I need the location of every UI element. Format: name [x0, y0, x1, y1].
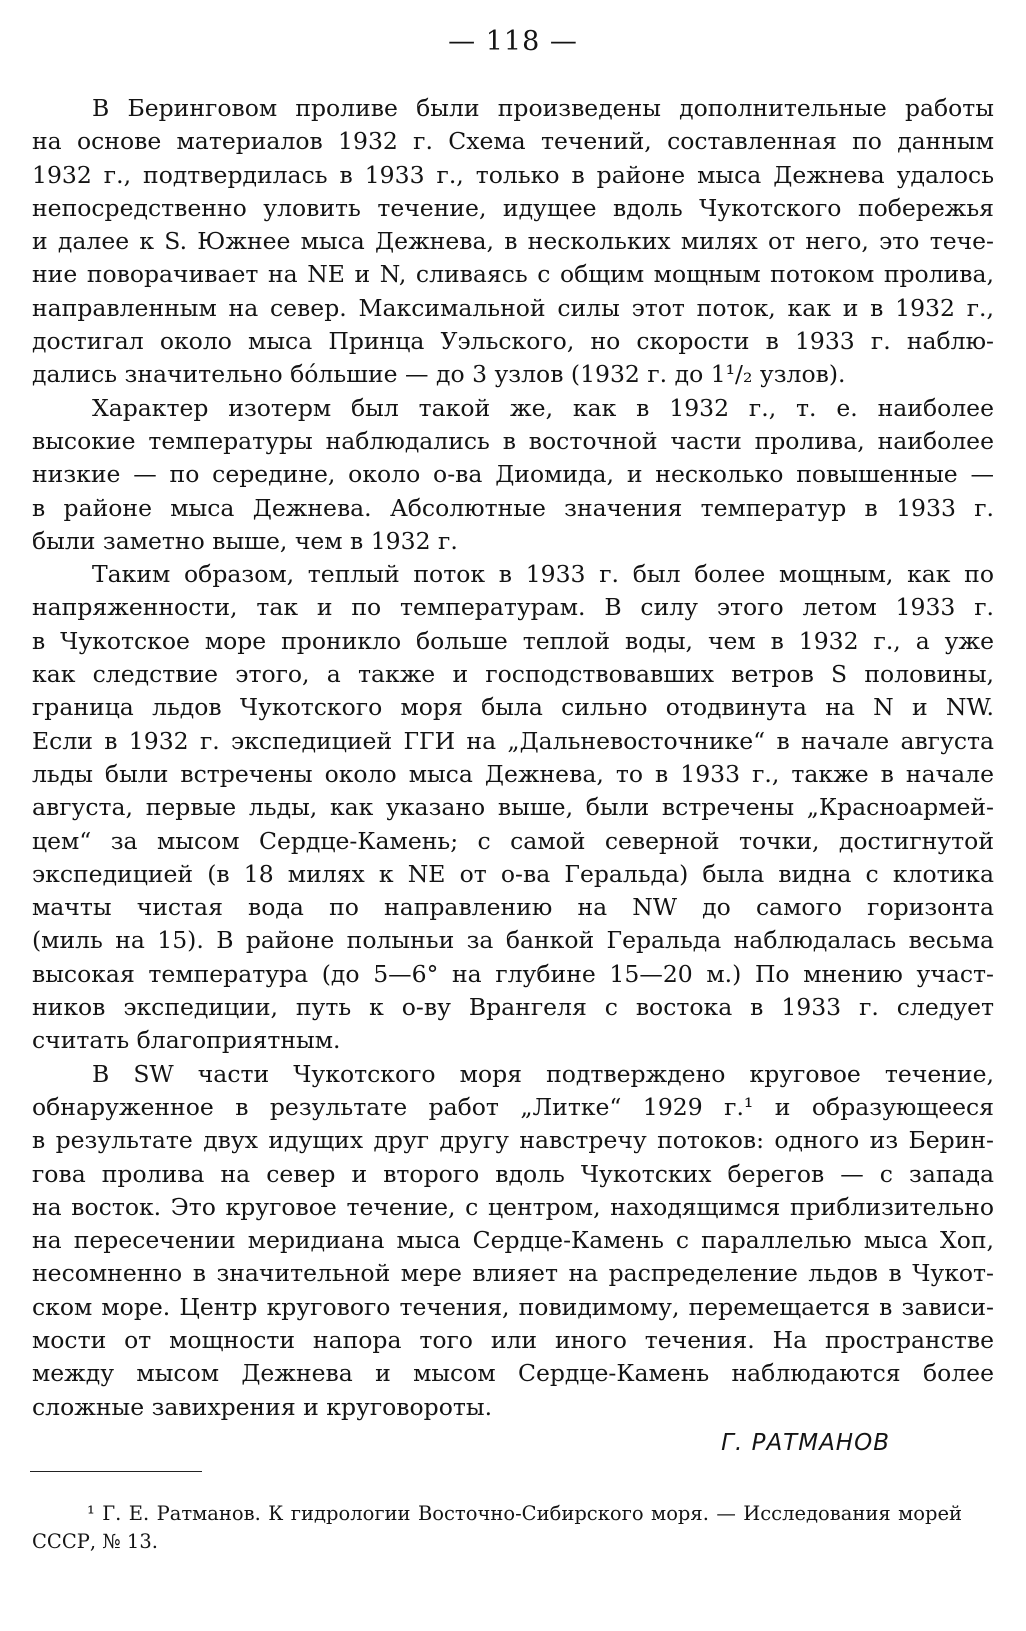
text-line: (миль на 15). В районе полыньи за банкой Геральда наблюдалась весьма	[32, 926, 994, 955]
text-line: низкие — по середине, около о-ва Диомида, и несколько повышенные —	[32, 460, 994, 489]
text-line: считать благоприятным.	[32, 1026, 341, 1055]
text-line: несомненно в значительной мере влияет на распределение льдов в Чукот-	[32, 1259, 994, 1288]
author-signature: Г. РАТМАНОВ	[721, 1430, 890, 1456]
text-line: Если в 1932 г. экспедицией ГГИ на „Дальневосточнике“ в начале августа	[32, 726, 994, 755]
text-line: в результате двух идущих друг другу навстречу потоков: одного из Берин-	[32, 1126, 994, 1155]
text-line: 1932 г., подтвердилась в 1933 г., только в районе мыса Дежнева удалось	[32, 160, 994, 189]
text-line: высокие температуры наблюдались в восточной части пролива, наиболее	[32, 426, 994, 455]
paragraph	[32, 1058, 994, 1424]
text-line: августа, первые льды, как указано выше, были встречены „Красноармей-	[32, 793, 994, 822]
text-line: гова пролива на север и второго вдоль Чукотских берегов — с запада	[32, 1159, 994, 1188]
text-line: были заметно выше, чем в 1932 г.	[32, 526, 458, 555]
text-line: сложные завихрения и круговороты.	[32, 1392, 493, 1421]
text-line: на восток. Это круговое течение, с центром, находящимся приблизительно	[32, 1192, 994, 1221]
footnote-line: ¹ Г. Е. Ратманов. К гидрологии Восточно-Сибирского моря. — Исследования морей	[87, 1502, 962, 1525]
text-line: льды были встречены около мыса Дежнева, то в 1933 г., также в начале	[32, 759, 994, 788]
text-line: граница льдов Чукотского моря была сильно отодвинута на N и NW.	[32, 693, 994, 722]
text-line: цем“ за мысом Сердце-Камень; с самой северной точки, достигнутой	[32, 826, 994, 855]
text-line: мачты чистая вода по направлению на NW до самого горизонта	[32, 893, 994, 922]
text-line: и далее к S. Южнее мыса Дежнева, в нескольких милях от него, это тече-	[32, 227, 994, 256]
text-line: В Беринговом проливе были произведены дополнительные работы	[92, 94, 994, 122]
text-line: Таким образом, теплый поток в 1933 г. был более мощным, как по	[92, 560, 994, 589]
paragraph	[32, 558, 994, 1057]
paragraph	[32, 392, 994, 558]
text-line: мости от мощности напора того или иного течения. На пространстве	[32, 1325, 994, 1354]
text-line: на пересечении меридиана мыса Сердце-Камень с параллелью мыса Хоп,	[32, 1226, 994, 1255]
text-line: в районе мыса Дежнева. Абсолютные значения температур в 1933 г.	[32, 493, 994, 522]
text-line: как следствие этого, а также и господствовавших ветров S половины,	[32, 660, 994, 689]
text-line: обнаруженное в результате работ „Литке“ 1929 г.¹ и образующееся	[32, 1092, 994, 1121]
text-line: направленным на север. Максимальной силы этот поток, как и в 1932 г.,	[32, 293, 994, 322]
text-line: экспедицией (в 18 милях к NE от о-ва Геральда) была видна с клотика	[32, 859, 994, 888]
text-line: дались значительно бóльшие — до 3 узлов (1932 г. до 1¹/₂ узлов).	[32, 360, 846, 389]
text-line: ников экспедиции, путь к о-ву Врангеля с востока в 1933 г. следует	[32, 993, 994, 1022]
text-line: высокая температура (до 5—6° на глубине 15—20 м.) По мнению участ-	[32, 959, 994, 988]
text-line: в Чукотское море проникло больше теплой воды, чем в 1932 г., а уже	[32, 626, 994, 655]
text-line: напряженности, так и по температурам. В силу этого летом 1933 г.	[32, 593, 994, 622]
footnote	[32, 1500, 962, 1556]
text-line: между мысом Дежнева и мысом Сердце-Камень наблюдаются более	[32, 1359, 994, 1388]
body-text	[32, 92, 994, 1424]
text-line: на основе материалов 1932 г. Схема течений, составленная по данным	[32, 127, 994, 156]
text-line: Характер изотерм был такой же, как в 1932 г., т. е. наиболее	[92, 393, 994, 422]
text-line: непосредственно уловить течение, идущее вдоль Чукотского побережья	[32, 193, 994, 222]
text-line: достигал около мыса Принца Уэльского, но скорости в 1933 г. наблю-	[32, 327, 994, 356]
footnote-line: СССР, № 13.	[32, 1530, 158, 1553]
paragraph	[32, 92, 994, 392]
text-line: В SW части Чукотского моря подтверждено круговое течение,	[92, 1059, 994, 1088]
footnote-divider	[30, 1471, 202, 1472]
text-line: ском море. Центр кругового течения, повидимому, перемещается в зависи-	[32, 1292, 994, 1321]
page-number: — 118 —	[448, 26, 578, 57]
text-line: ние поворачивает на NE и N, сливаясь с общим мощным потоком пролива,	[32, 260, 994, 289]
